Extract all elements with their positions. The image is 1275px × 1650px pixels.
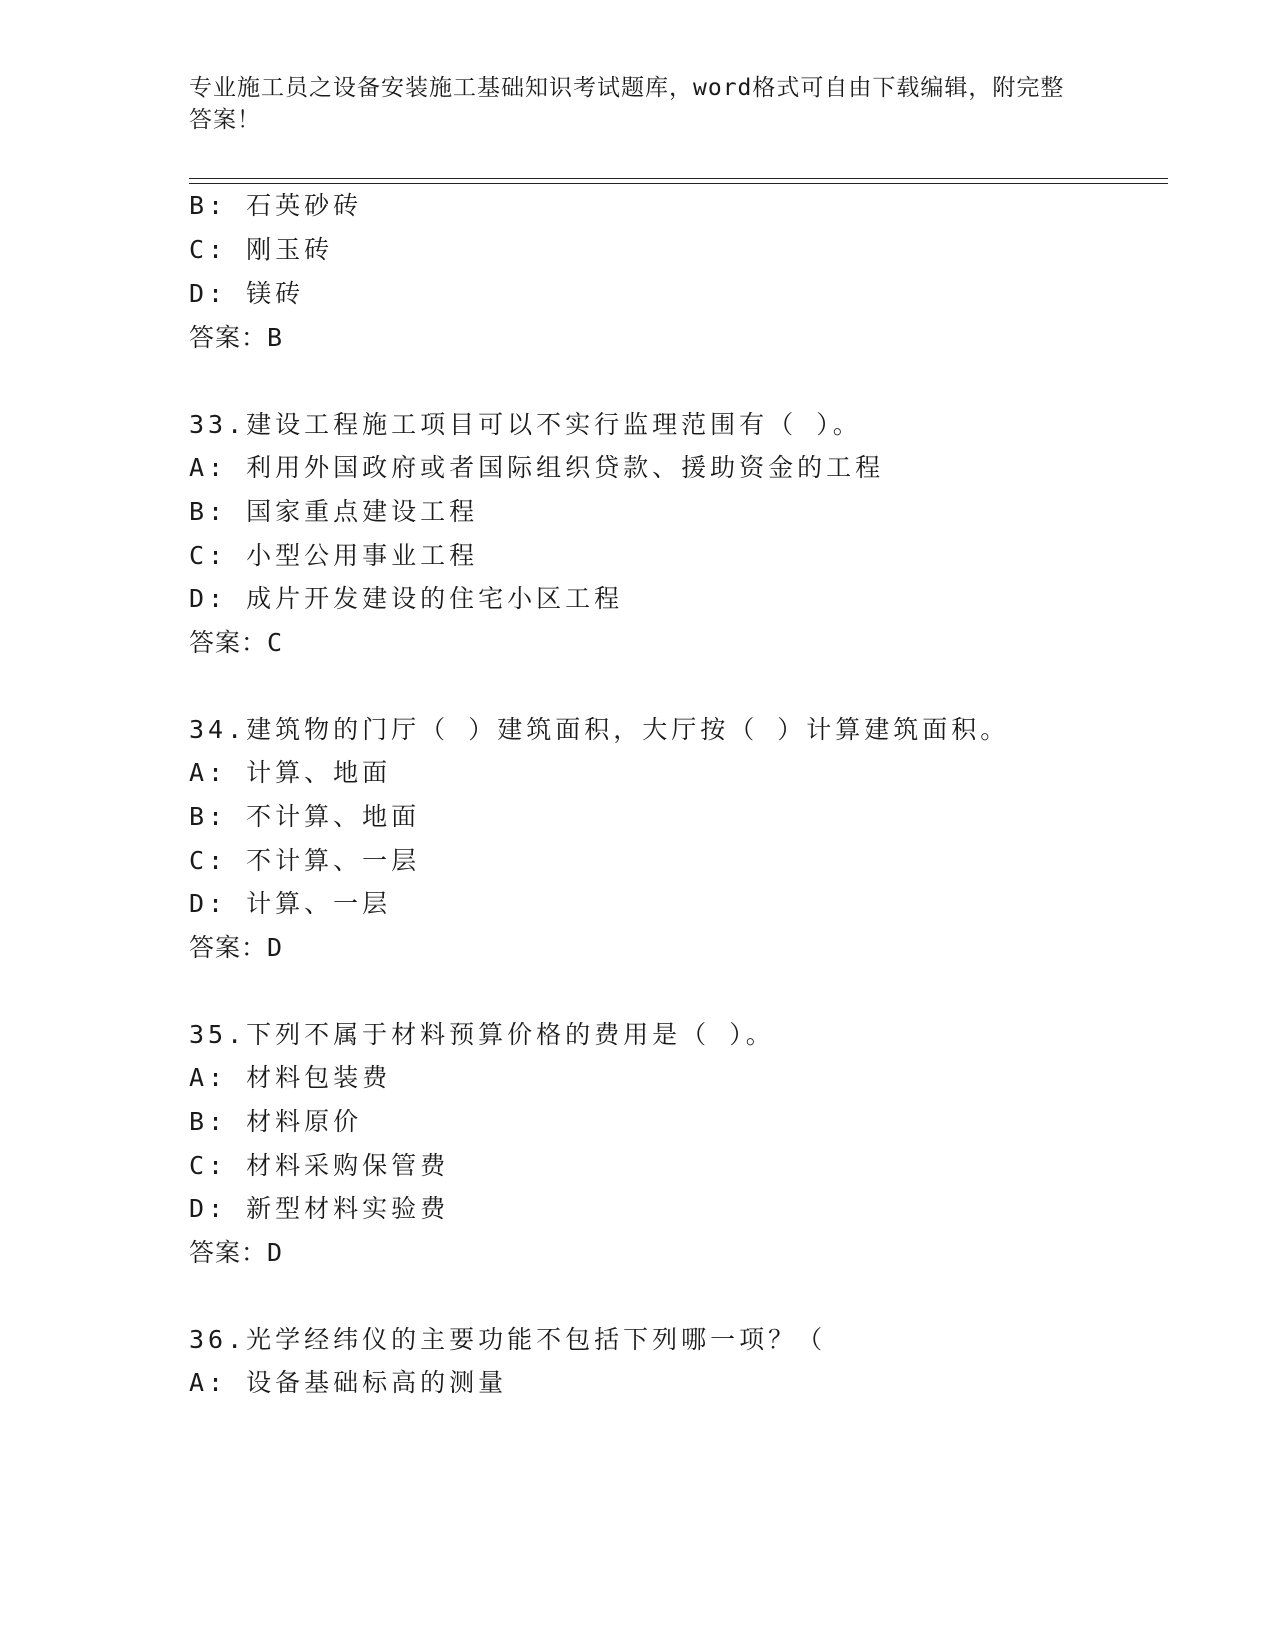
document-header: 专业施工员之设备安装施工基础知识考试题库，word格式可自由下载编辑，附完整答案！ [189,75,1065,133]
option-b: B: 材料原价 [189,1107,363,1136]
option-d: D: 新型材料实验费 [189,1194,450,1223]
answer-value: D [267,1238,284,1267]
option-d: D: 计算、一层 [189,889,392,918]
header-divider [189,178,1168,184]
answer-value: D [267,933,284,962]
answer-line [189,1233,283,1269]
answer-label: 答案： [189,628,268,657]
option-d: D: 成片开发建设的住宅小区工程 [189,584,624,613]
answer-line [189,623,283,659]
question-stem: 34.建筑物的门厅（ ）建筑面积，大厅按（ ）计算建筑面积。 [189,715,1010,744]
answer-label: 答案： [189,323,268,352]
answer-label: 答案： [189,1238,268,1267]
question-stem: 35.下列不属于材料预算价格的费用是（ ）。 [189,1020,775,1049]
option-a: A: 利用外国政府或者国际组织贷款、援助资金的工程 [189,453,885,482]
answer-label: 答案： [189,933,268,962]
option-a: A: 计算、地面 [189,758,392,787]
answer-line [189,318,283,354]
option-c: C: 不计算、一层 [189,846,421,875]
option-b: B: 不计算、地面 [189,802,421,831]
option-a: A: 设备基础标高的测量 [189,1368,508,1397]
option-c: C: 刚玉砖 [189,235,334,264]
answer-value: C [267,628,284,657]
answer-line [189,928,283,964]
option-b: B: 国家重点建设工程 [189,497,479,526]
question-stem: 33.建设工程施工项目可以不实行监理范围有（ ）。 [189,410,862,439]
question-stem: 36.光学经纬仪的主要功能不包括下列哪一项？（ [189,1325,827,1354]
option-b: B: 石英砂砖 [189,191,363,220]
answer-value: B [267,323,284,352]
option-c: C: 小型公用事业工程 [189,541,479,570]
option-d: D: 镁砖 [189,279,305,308]
option-c: C: 材料采购保管费 [189,1151,450,1180]
option-a: A: 材料包装费 [189,1063,392,1092]
